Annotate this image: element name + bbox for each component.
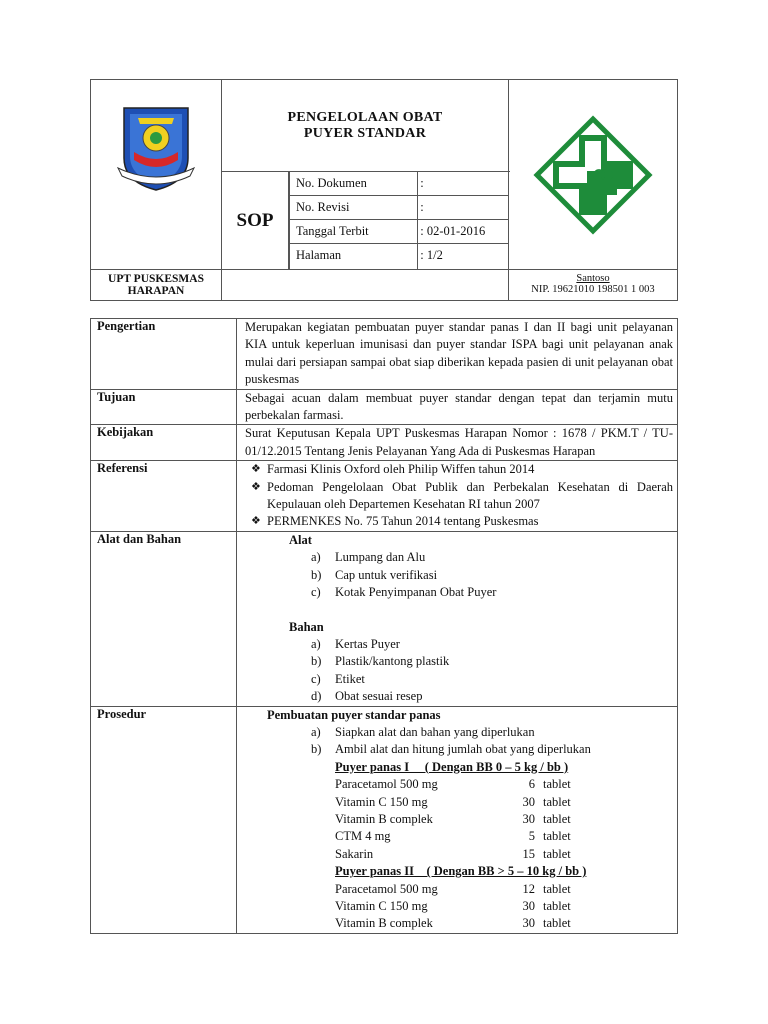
drug-qty: 30 — [522, 811, 535, 826]
list-item — [305, 741, 673, 758]
list-item — [305, 584, 673, 601]
list-marker: c) — [311, 671, 321, 686]
drug-name: Paracetamol 500 mg — [335, 881, 438, 896]
dose-row — [245, 846, 673, 863]
list-item — [305, 636, 673, 653]
section-label: Alat dan Bahan — [91, 531, 237, 706]
drug-unit: tablet — [543, 794, 571, 809]
puyer1-title: Puyer panas I ( Dengan BB 0 – 5 kg / bb ) — [335, 759, 569, 774]
alat-list — [245, 549, 673, 601]
drug-name: Vitamin B complek — [335, 811, 433, 826]
section-content — [237, 706, 678, 933]
list-marker: a) — [311, 724, 321, 739]
meta-label: No. Dokumen — [290, 172, 418, 196]
list-marker: b) — [311, 654, 322, 669]
puskesmas-cross-icon — [533, 115, 653, 235]
section-row-tujuan — [91, 389, 678, 425]
list-item — [305, 549, 673, 566]
bahan-list — [245, 636, 673, 706]
section-text: Sebagai acuan dalam membuat puyer standar dengan tepat dan terjamin mutu perbekalan farmasi. — [237, 389, 678, 425]
drug-qty: 5 — [528, 829, 535, 844]
list-text: Ambil alat dan hitung jumlah obat yang diperlukan — [335, 742, 591, 757]
dose-row — [245, 881, 673, 898]
dose-row — [245, 794, 673, 811]
list-item — [305, 688, 673, 705]
meta-label: No. Revisi — [290, 196, 418, 220]
drug-unit: tablet — [543, 916, 571, 931]
meta-value: : — [418, 172, 508, 196]
section-label: Tujuan — [91, 389, 237, 425]
section-row-prosedur — [91, 706, 678, 933]
section-text: Surat Keputusan Kepala UPT Puskesmas Harapan Nomor : 1678 / PKM.T / TU-01/12.2015 Tentang Jenis Pelayanan Yang Ada di Puskesmas Harapan — [237, 425, 678, 461]
section-row-referensi — [91, 461, 678, 532]
prosedur-title: Pembuatan puyer standar panas — [267, 707, 441, 722]
sop-header-table — [90, 79, 678, 301]
meta-block — [289, 172, 509, 270]
regency-emblem-icon — [91, 80, 221, 260]
dose-row — [245, 811, 673, 828]
organization-cell — [91, 270, 222, 301]
drug-unit: tablet — [543, 829, 571, 844]
bahan-title: Bahan — [289, 619, 324, 634]
drug-qty: 30 — [522, 794, 535, 809]
puskesmas-logo-cell — [509, 80, 678, 270]
meta-row — [290, 172, 509, 196]
dose-row — [245, 915, 673, 932]
meta-value: : — [418, 196, 508, 220]
drug-qty: 12 — [522, 881, 535, 896]
section-content — [237, 531, 678, 706]
section-row-alat-bahan — [91, 531, 678, 706]
list-item — [305, 567, 673, 584]
list-marker: b) — [311, 567, 322, 582]
list-text: Etiket — [335, 671, 365, 686]
drug-unit: tablet — [543, 899, 571, 913]
dose-row — [245, 898, 673, 915]
signer-name: Santoso — [576, 273, 610, 284]
drug-unit: tablet — [543, 846, 571, 861]
sop-label: SOP — [222, 172, 289, 270]
meta-row — [290, 220, 509, 244]
list-marker: a) — [311, 636, 321, 651]
meta-label: Halaman — [290, 244, 418, 270]
section-row-pengertian — [91, 319, 678, 390]
document-title-line2: PUYER STANDAR — [303, 125, 427, 141]
meta-label: Tanggal Terbit — [290, 220, 418, 244]
drug-name: Vitamin B complek — [335, 916, 433, 931]
list-item — [305, 724, 673, 741]
drug-name: Sakarin — [335, 846, 374, 861]
section-label: Prosedur — [91, 706, 237, 933]
drug-qty: 15 — [522, 846, 535, 861]
meta-table — [289, 172, 508, 269]
list-item: ❖ Farmasi Klinis Oxford oleh Philip Wiffen tahun 2014 — [245, 461, 673, 478]
drug-qty: 30 — [522, 916, 535, 931]
list-item — [305, 653, 673, 670]
document-title-cell — [222, 80, 509, 172]
section-text: Merupakan kegiatan pembuatan puyer standar panas I dan II bagi unit pelayanan KIA untuk keperluan imunisasi dan puyer standar ISPA bagi unit pelayanan anak mulai dari persiapan sampai obat siap diberikan kepada pasien di unit pelayanan obat puskesmas — [237, 319, 678, 390]
sop-content-table — [90, 318, 678, 934]
drug-unit: tablet — [543, 811, 571, 826]
meta-row — [290, 196, 509, 220]
drug-name: Vitamin C 150 mg — [335, 899, 428, 913]
dose-row — [245, 828, 673, 845]
signature-cell — [509, 270, 678, 301]
meta-row — [290, 244, 509, 270]
organization-line2: HARAPAN — [127, 285, 185, 297]
blank-cell — [222, 270, 509, 301]
section-row-kebijakan — [91, 425, 678, 461]
reference-list — [245, 461, 673, 531]
list-marker: b) — [311, 742, 322, 757]
signer-nip: NIP. 19621010 198501 1 003 — [531, 284, 655, 295]
list-text: Lumpang dan Alu — [335, 550, 426, 565]
list-text: Kotak Penyimpanan Obat Puyer — [335, 585, 497, 600]
dose-row — [245, 776, 673, 793]
section-label: Referensi — [91, 461, 237, 532]
drug-unit: tablet — [543, 777, 571, 792]
drug-name: Paracetamol 500 mg — [335, 777, 438, 792]
section-label: Pengertian — [91, 319, 237, 390]
prosedur-steps — [245, 724, 673, 759]
drug-unit: tablet — [543, 881, 571, 896]
drug-qty: 30 — [522, 899, 535, 913]
list-text: Siapkan alat dan bahan yang diperlukan — [335, 724, 535, 739]
meta-value: : 02-01-2016 — [418, 220, 508, 244]
document-title-line1: PENGELOLAAN OBAT — [287, 109, 443, 125]
drug-name: Vitamin C 150 mg — [335, 794, 428, 809]
list-text: Obat sesuai resep — [335, 689, 423, 704]
organization-line1: UPT PUSKESMAS — [108, 273, 204, 285]
list-item: ❖ Pedoman Pengelolaan Obat Publik dan Perbekalan Kesehatan di Daerah Kepulauan oleh Departemen Kesehatan RI tahun 2007 — [245, 479, 673, 514]
logo-cell — [91, 80, 222, 270]
list-marker: c) — [311, 585, 321, 600]
list-marker: d) — [311, 689, 322, 704]
alat-title: Alat — [289, 532, 312, 547]
drug-qty: 6 — [528, 777, 535, 792]
section-label: Kebijakan — [91, 425, 237, 461]
list-marker: a) — [311, 550, 321, 565]
list-text: Plastik/kantong plastik — [335, 654, 450, 669]
list-text: Kertas Puyer — [335, 636, 400, 651]
meta-value: : 1/2 — [418, 244, 508, 270]
list-text: Cap untuk verifikasi — [335, 567, 438, 582]
puyer2-title: Puyer panas II ( Dengan BB > 5 – 10 kg / bb ) — [335, 864, 587, 879]
drug-name: CTM 4 mg — [335, 829, 391, 844]
list-item: ❖ PERMENKES No. 75 Tahun 2014 tentang Puskesmas — [245, 513, 673, 530]
list-item — [305, 671, 673, 688]
section-content — [237, 461, 678, 532]
